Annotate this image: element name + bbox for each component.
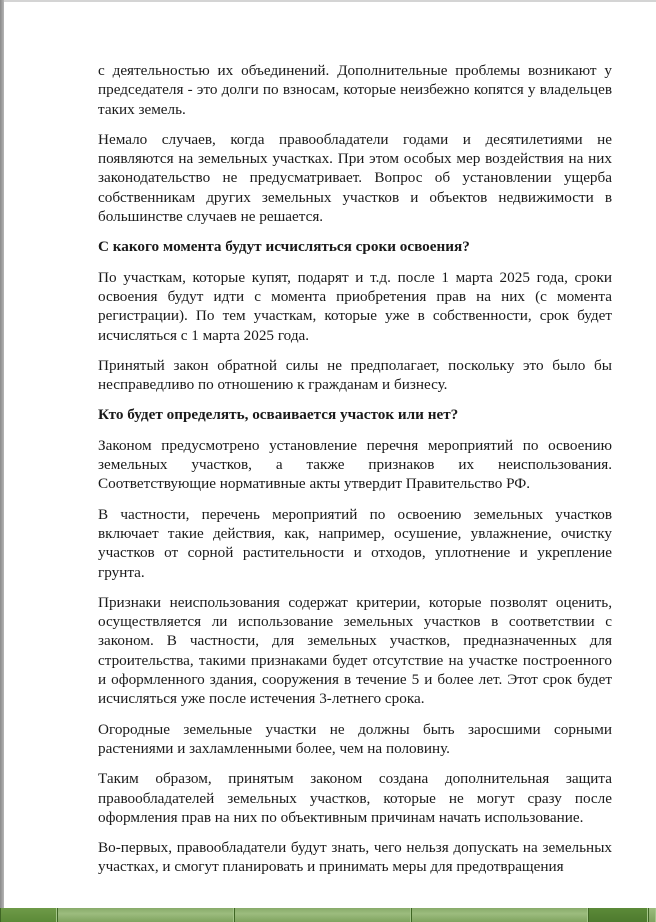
- taskbar-button[interactable]: [57, 908, 234, 922]
- section-heading: С какого момента будут исчисляться сроки освоения?: [98, 238, 470, 256]
- taskbar-start-area[interactable]: [0, 908, 57, 922]
- paragraph: В частности, перечень мероприятий по освоению земельных участков включает такие действия, как, например, осушение, увлажнение, очистку участков от сорной растительности и отходов, уплотнение и укрепление грунта.: [98, 505, 612, 581]
- section-heading: Кто будет определять, осваивается участок или нет?: [98, 406, 459, 424]
- paragraph: Немало случаев, когда правообладатели годами и десятилетиями не появляются на земельных участках. При этом особых мер воздействия на них законодательство не предусматривает. Вопрос об установлении ущерба собственникам других земельных участков и объектов недвижимости в большинстве случаев не решается.: [98, 130, 612, 226]
- paragraph: Таким образом, принятым законом создана дополнительная защита правообладателей земельных участков, которые не могут сразу после оформления прав на них по объективным причинам начать использование.: [98, 770, 612, 826]
- window-top-border: [4, 0, 656, 2]
- taskbar-button[interactable]: [234, 908, 411, 922]
- paragraph: Законом предусмотрено установление перечня мероприятий по освоению земельных участков, а также признаков их неиспользования. Соответствующие нормативные акты утвердит Правительство РФ.: [98, 436, 612, 493]
- window-left-border: [0, 0, 4, 908]
- taskbar-button[interactable]: [411, 908, 588, 922]
- paragraph: с деятельностью их объединений. Дополнительные проблемы возникают у председателя - это долги по взносам, которые неизбежно копятся у владельцев таких земель.: [98, 62, 612, 118]
- paragraph: По участкам, которые купят, подарят и т.д. после 1 марта 2025 года, сроки освоения будут идти с момента приобретения прав на них (с момента регистрации). По тем участкам, которые уже в собственности, срок будет исчисляться с 1 марта 2025 года.: [98, 268, 612, 344]
- taskbar: [0, 908, 656, 922]
- document-body: [98, 61, 612, 888]
- paragraph: Огородные земельные участки не должны быть заросшими сорными растениями и захламленными более, чем на половину.: [98, 720, 612, 757]
- taskbar-button-active[interactable]: [588, 908, 648, 922]
- paragraph: Признаки неиспользования содержат критерии, которые позволят оценить, осуществляется ли использование земельных участков в соответствии с законом. В частности, для земельных участков, предназначенных для строительства, такими признаками будет отсутствие на участке построенного и оформленного здания, сооружения в течение 5 и более лет. Этот срок будет исчисляться уже после истечения 3-летнего срока.: [98, 593, 612, 708]
- taskbar-tray[interactable]: [648, 908, 656, 922]
- paragraph: Во-первых, правообладатели будут знать, чего нельзя допускать на земельных участках, и смогут планировать и принимать меры для предотвращения: [98, 839, 612, 876]
- paragraph: Принятый закон обратной силы не предполагает, поскольку это было бы несправедливо по отношению к гражданам и бизнесу.: [98, 356, 612, 394]
